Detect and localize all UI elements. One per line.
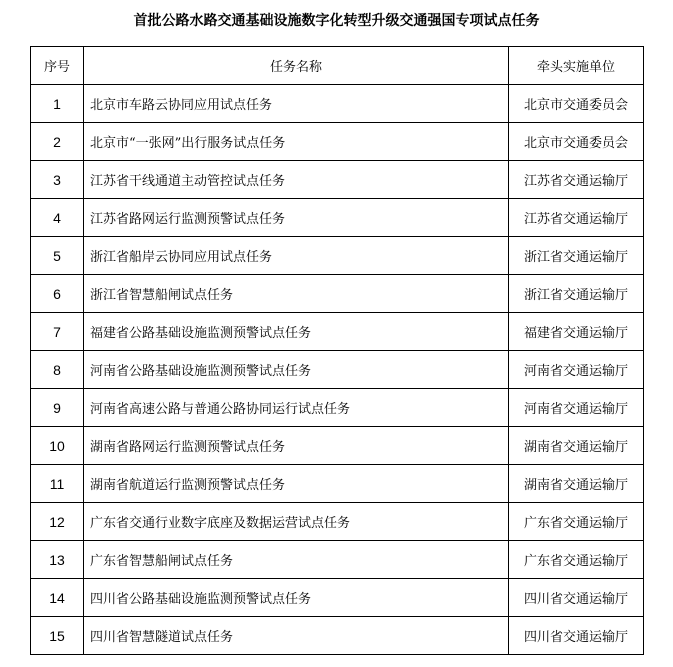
header-lead-unit: 牵头实施单位 xyxy=(509,47,644,85)
table-row xyxy=(31,313,644,351)
row-number: 1 xyxy=(31,85,84,123)
row-number: 9 xyxy=(31,389,84,427)
table-row xyxy=(31,579,644,617)
lead-unit: 浙江省交通运输厅 xyxy=(509,275,644,313)
lead-unit: 浙江省交通运输厅 xyxy=(509,237,644,275)
table-body xyxy=(31,85,644,655)
table-row xyxy=(31,617,644,655)
task-name: 浙江省智慧船闸试点任务 xyxy=(84,275,509,313)
table-row xyxy=(31,351,644,389)
lead-unit: 江苏省交通运输厅 xyxy=(509,161,644,199)
task-name: 河南省公路基础设施监测预警试点任务 xyxy=(84,351,509,389)
table-header-row xyxy=(31,47,644,85)
task-name: 江苏省干线通道主动管控试点任务 xyxy=(84,161,509,199)
row-number: 10 xyxy=(31,427,84,465)
task-name: 江苏省路网运行监测预警试点任务 xyxy=(84,199,509,237)
task-name: 河南省高速公路与普通公路协同运行试点任务 xyxy=(84,389,509,427)
table-row xyxy=(31,427,644,465)
lead-unit: 四川省交通运输厅 xyxy=(509,617,644,655)
row-number: 4 xyxy=(31,199,84,237)
table-row xyxy=(31,541,644,579)
lead-unit: 湖南省交通运输厅 xyxy=(509,465,644,503)
table-row xyxy=(31,237,644,275)
row-number: 6 xyxy=(31,275,84,313)
task-name: 福建省公路基础设施监测预警试点任务 xyxy=(84,313,509,351)
lead-unit: 广东省交通运输厅 xyxy=(509,541,644,579)
row-number: 13 xyxy=(31,541,84,579)
row-number: 12 xyxy=(31,503,84,541)
row-number: 5 xyxy=(31,237,84,275)
table-row xyxy=(31,275,644,313)
row-number: 11 xyxy=(31,465,84,503)
page-title: 首批公路水路交通基础设施数字化转型升级交通强国专项试点任务 xyxy=(133,13,540,29)
row-number: 2 xyxy=(31,123,84,161)
table-row xyxy=(31,199,644,237)
header-no: 序号 xyxy=(31,47,84,85)
lead-unit: 福建省交通运输厅 xyxy=(509,313,644,351)
task-name: 广东省智慧船闸试点任务 xyxy=(84,541,509,579)
lead-unit: 北京市交通委员会 xyxy=(509,85,644,123)
lead-unit: 湖南省交通运输厅 xyxy=(509,427,644,465)
lead-unit: 广东省交通运输厅 xyxy=(509,503,644,541)
row-number: 8 xyxy=(31,351,84,389)
pilot-task-table xyxy=(30,46,644,655)
lead-unit: 四川省交通运输厅 xyxy=(509,579,644,617)
header-task-name: 任务名称 xyxy=(84,47,509,85)
table-row xyxy=(31,503,644,541)
table-row xyxy=(31,123,644,161)
row-number: 7 xyxy=(31,313,84,351)
task-name: 广东省交通行业数字底座及数据运营试点任务 xyxy=(84,503,509,541)
lead-unit: 江苏省交通运输厅 xyxy=(509,199,644,237)
table-row xyxy=(31,389,644,427)
table-row xyxy=(31,85,644,123)
lead-unit: 河南省交通运输厅 xyxy=(509,389,644,427)
lead-unit: 河南省交通运输厅 xyxy=(509,351,644,389)
task-name: 北京市车路云协同应用试点任务 xyxy=(84,85,509,123)
row-number: 3 xyxy=(31,161,84,199)
task-name: 四川省公路基础设施监测预警试点任务 xyxy=(84,579,509,617)
task-name: 四川省智慧隧道试点任务 xyxy=(84,617,509,655)
task-name: 北京市“一张网”出行服务试点任务 xyxy=(84,123,509,161)
table-row xyxy=(31,161,644,199)
table-row xyxy=(31,465,644,503)
task-name: 浙江省船岸云协同应用试点任务 xyxy=(84,237,509,275)
row-number: 14 xyxy=(31,579,84,617)
row-number: 15 xyxy=(31,617,84,655)
lead-unit: 北京市交通委员会 xyxy=(509,123,644,161)
task-name: 湖南省路网运行监测预警试点任务 xyxy=(84,427,509,465)
task-name: 湖南省航道运行监测预警试点任务 xyxy=(84,465,509,503)
